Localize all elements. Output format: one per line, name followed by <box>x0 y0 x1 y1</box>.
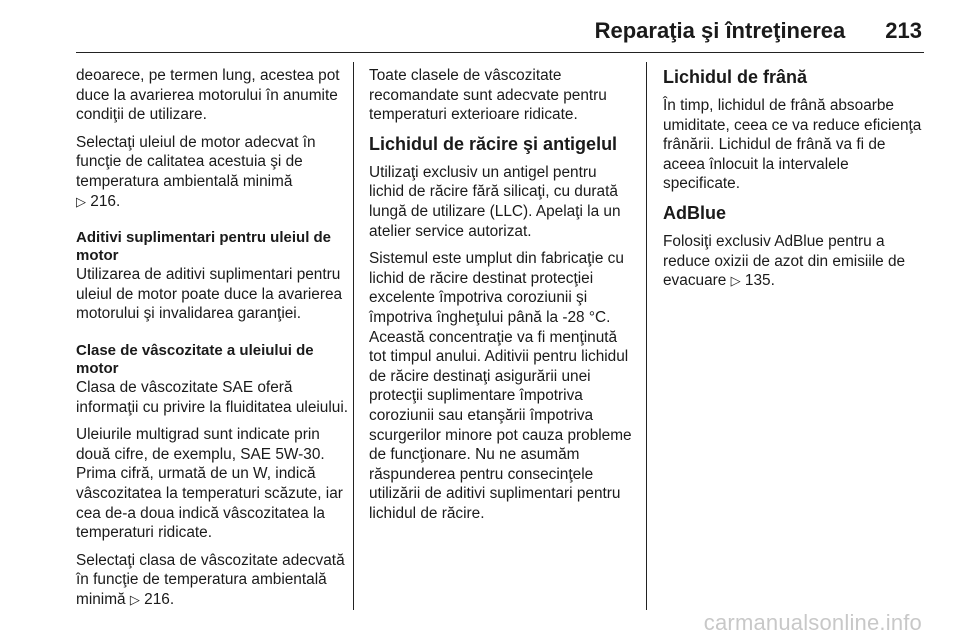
column-divider-1 <box>353 62 354 610</box>
page-reference-triangle-icon: ▷ <box>129 591 140 607</box>
paragraph <box>76 551 352 610</box>
column-1 <box>76 66 352 617</box>
paragraph <box>663 232 927 291</box>
paragraph: Toate clasele de vâscozitate recomandate sunt adecvate pentru temperaturi exterioare ridicate. <box>369 67 607 124</box>
page-reference-triangle-icon: ▷ <box>730 273 741 289</box>
page-title: Reparaţia şi întreţinerea <box>594 18 846 43</box>
paragraph-text: Selectaţi clasa de vâscozitate adecvată în funcţie de temperatura ambientală minimă <box>76 551 345 608</box>
page-header <box>595 18 922 44</box>
page-reference[interactable]: 135. <box>744 272 775 290</box>
paragraph: În timp, lichidul de frână absoarbe umiditate, ceea ce va reduce eficienţa frânării. Lichidul de frână va fi de aceea înlocuit la intervalele specificate. <box>663 97 922 193</box>
page-reference[interactable]: 216. <box>144 590 175 608</box>
paragraph: Sistemul este umplut din fabricaţie cu lichid de răcire destinat protecţiei excelente împotriva coroziunii şi împotriva îngheţului până la -28 °C. Această concentraţie va fi menţinută tot timpul anului. Aditivii pentru lichidul de răcire destinaţi asigurării unei protecţii suplimentare împotriva coroziunii sau etanşării împotriva scurgerilor minore pot cauza probleme de funcţionare. Nu ne asumăm răspunderea pentru consecinţele utilizării de aditivi suplimentari pentru lichidul de răcire. <box>369 250 632 522</box>
paragraph: Utilizarea de aditivi suplimentari pentru uleiul de motor poate duce la avarierea motorului şi invalidarea garanţiei. <box>76 266 343 323</box>
paragraph: Utilizaţi exclusiv un antigel pentru lichid de răcire fără silicaţi, cu durată lungă de utilizare (LLC). Apelaţi la un atelier service autorizat. <box>369 163 621 240</box>
heading-adblue: AdBlue <box>663 202 726 223</box>
subheading-clase: Clase de vâscozitate a uleiului de motor <box>76 341 314 377</box>
paragraph <box>76 133 352 211</box>
page-reference-triangle-icon: ▷ <box>76 193 86 209</box>
subheading-aditivi: Aditivi suplimentari pentru uleiul de motor <box>76 229 332 265</box>
heading-lichid-racire: Lichidul de răcire şi antigelul <box>369 133 618 154</box>
column-2 <box>369 66 633 531</box>
header-divider <box>76 52 924 53</box>
page-reference[interactable]: 216. <box>90 192 121 210</box>
heading-lichid-frana: Lichidul de frână <box>663 67 808 87</box>
paragraph: deoarece, pe termen lung, acestea pot duce la avarierea motorului în anumite condiţii de utilizare. <box>76 67 340 124</box>
paragraph-text: Selectaţi uleiul de motor adecvat în funcţie de calitatea acestuia şi de temperatura ambientală minimă <box>76 133 316 190</box>
paragraph: Uleiurile multigrad sunt indicate prin două cifre, de exemplu, SAE 5W-30. Prima cifră, urmată de un W, indică vâscozitatea la temperaturi scăzute, iar cea de-a doua indică vâscozitatea la temperaturi ridicate. <box>76 426 343 542</box>
page-number: 213 <box>885 18 922 43</box>
paragraph-text: Folosiţi exclusiv AdBlue pentru a reduce oxizii de azot din emisiile de evacuare <box>663 232 906 290</box>
paragraph: Clasa de vâscozitate SAE oferă informaţii cu privire la fluiditatea uleiului. <box>76 378 349 416</box>
column-3 <box>663 66 927 299</box>
watermark: carmanualsonline.info <box>703 610 922 635</box>
column-divider-2 <box>646 62 647 610</box>
